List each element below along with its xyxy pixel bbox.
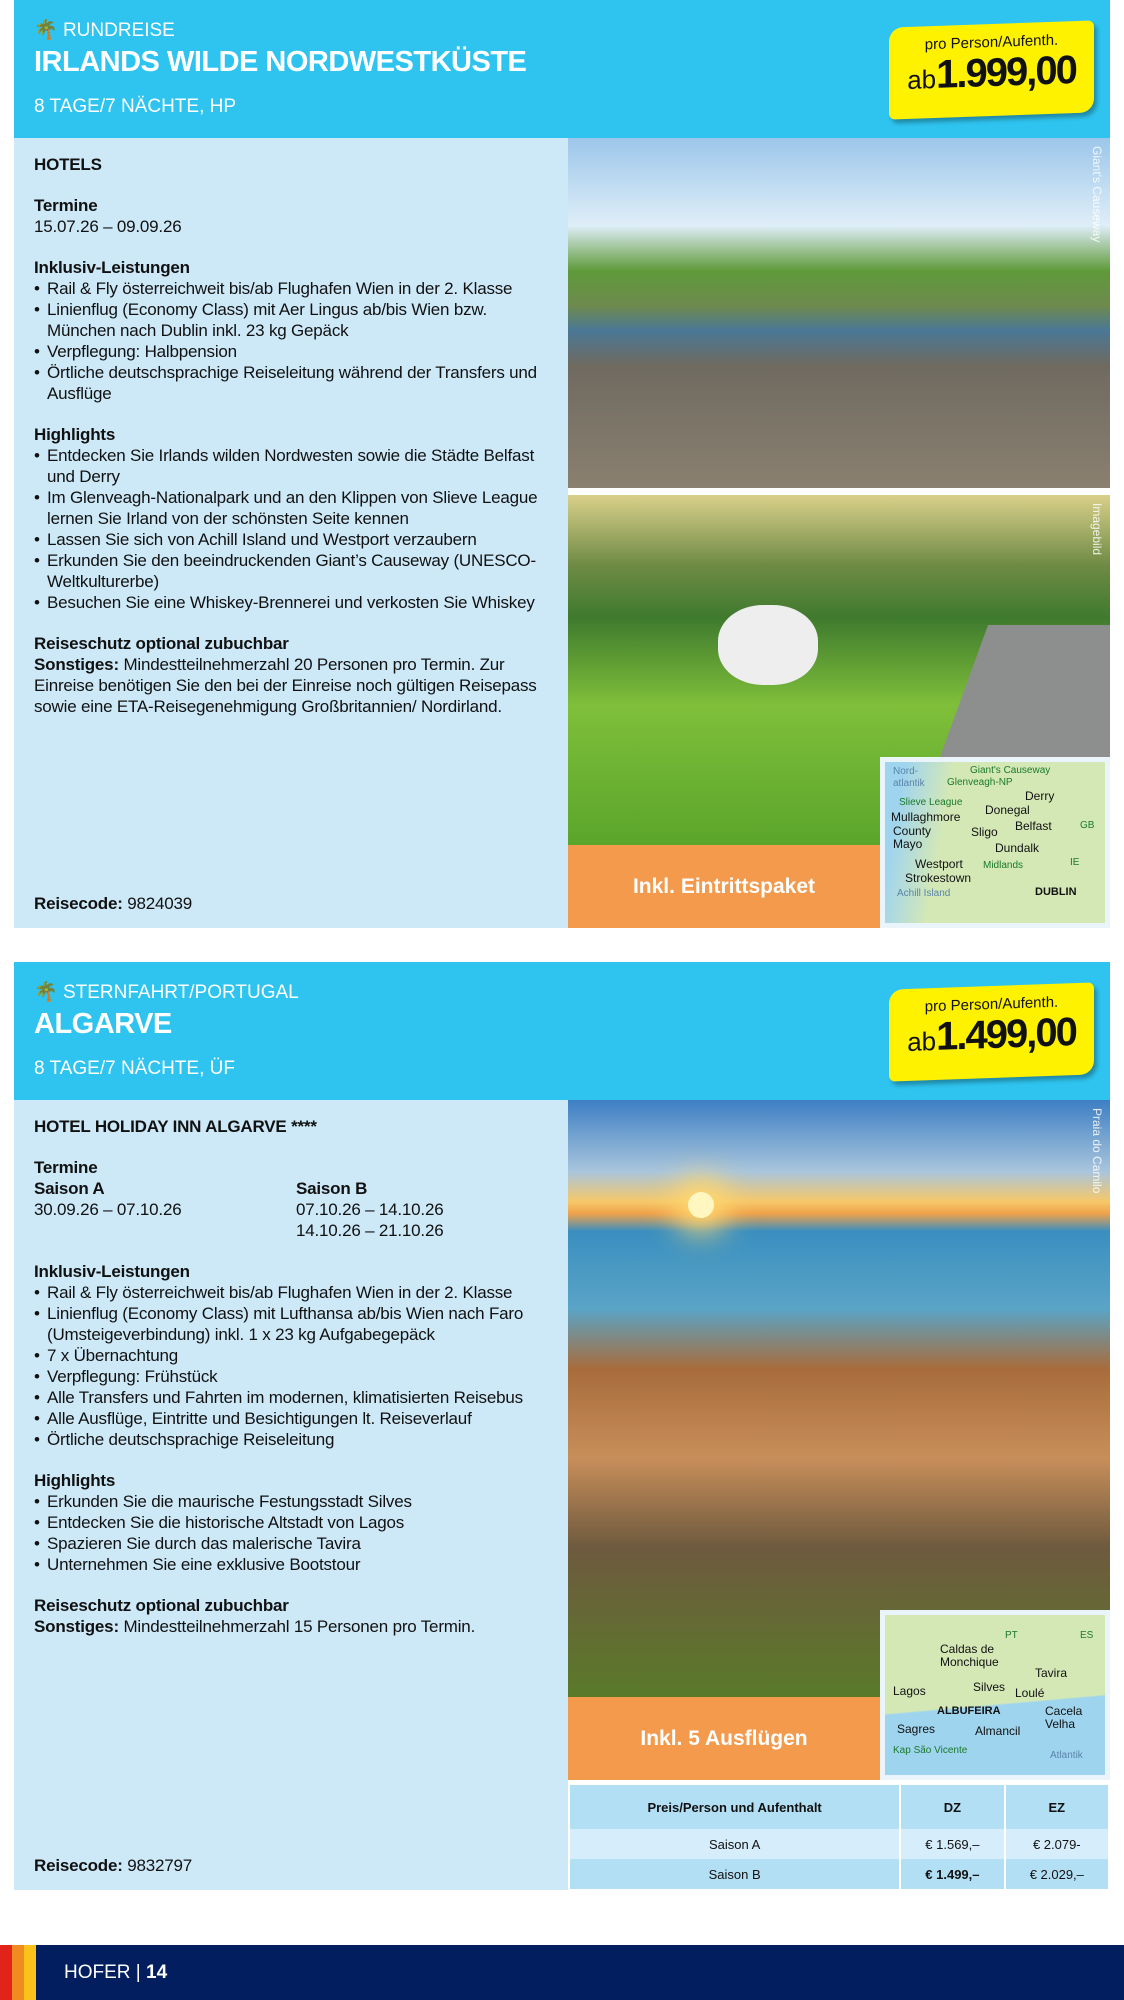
reisecode — [34, 1855, 192, 1876]
map-label: Sagres — [897, 1722, 936, 1736]
table-header: DZ — [901, 1785, 1003, 1829]
termine-label: Termine — [34, 1158, 98, 1177]
map-label: Nord- — [893, 766, 919, 777]
list-item: • Erkunden Sie den beeindruckenden Giant’s Causeway (UNESCO-Weltkulturerbe) — [34, 550, 554, 592]
stripe-yellow — [24, 1945, 36, 2000]
list-item: • Lassen Sie sich von Achill Island und Westport verzaubern — [34, 529, 554, 550]
sun-shape — [688, 1192, 714, 1218]
table-cell: € 1.569,– — [901, 1829, 1003, 1859]
map-label: ALBUFEIRA — [937, 1705, 1001, 1717]
map-label: Cacela — [1045, 1704, 1083, 1718]
map-label: Caldas de — [940, 1642, 995, 1656]
list-item: • Entdecken Sie Irlands wilden Nordwesten sowie die Städte Belfast und Derry — [34, 445, 554, 487]
trip2-title: ALGARVE — [34, 1008, 172, 1040]
sonstiges-text: Mindestteilnehmerzahl 15 Personen pro Termin. — [123, 1617, 476, 1636]
map-label: Sligo — [971, 825, 998, 839]
map-label: IE — [1070, 857, 1080, 868]
saison-b-dates: 07.10.26 – 14.10.26 — [296, 1200, 444, 1219]
trip1-promo: Inkl. Eintrittspaket — [568, 845, 880, 928]
map-label: Silves — [973, 1680, 1006, 1694]
trip1-category — [34, 18, 175, 42]
table-cell: € 2.029,– — [1006, 1859, 1108, 1889]
map-label: Kap São Vicente — [893, 1745, 968, 1756]
trip2-promo: Inkl. 5 Ausflügen — [568, 1697, 880, 1780]
list-item: • Linienflug (Economy Class) mit Lufthansa ab/bis Wien nach Faro (Umsteigeverbindung) inkl. 1 x 23 kg Aufgabegepäck — [34, 1303, 554, 1345]
trip1-details — [14, 138, 568, 928]
list-item: • Örtliche deutschsprachige Reiseleitung — [34, 1429, 554, 1450]
reisecode-label: Reisecode: — [34, 894, 123, 913]
map-label: County — [893, 824, 932, 838]
map-label: Slieve League — [899, 797, 963, 808]
saison-b-dates: 14.10.26 – 21.10.26 — [296, 1221, 444, 1240]
trip1-duration: 8 TAGE/7 NÄCHTE, HP — [34, 96, 237, 117]
palm-icon: 🌴 — [34, 20, 58, 41]
footer-text: HOFER | 14 — [64, 1962, 168, 1983]
list-item: • Entdecken Sie die historische Altstadt von Lagos — [34, 1512, 554, 1533]
trip1-title: IRLANDS WILDE NORDWESTKÜSTE — [34, 46, 527, 78]
table-cell: Saison B — [570, 1859, 899, 1889]
list-item: • Alle Ausflüge, Eintritte und Besichtigungen lt. Reiseverlauf — [34, 1408, 554, 1429]
trip2-header — [14, 962, 1110, 1100]
map-label: Derry — [1025, 789, 1055, 803]
price-value: 1.499,00 — [936, 1010, 1076, 1059]
price-value: 1.999,00 — [936, 48, 1076, 97]
reiseschutz: Reiseschutz optional zubuchbar — [34, 1596, 289, 1615]
map-label: Glenveagh-NP — [947, 777, 1013, 788]
sonstiges-label: Sonstiges: — [34, 655, 119, 674]
sonstiges — [34, 1616, 554, 1637]
list-item: • 7 x Übernachtung — [34, 1345, 554, 1366]
inkl-list — [34, 278, 554, 404]
trip2-duration: 8 TAGE/7 NÄCHTE, ÜF — [34, 1058, 235, 1079]
ireland-map — [880, 757, 1110, 928]
price-label: pro Person/Aufenth. — [924, 31, 1059, 54]
trip2-category — [34, 980, 299, 1004]
list-item: • Erkunden Sie die maurische Festungsstadt Silves — [34, 1491, 554, 1512]
footer — [0, 1945, 1124, 2000]
list-item: • Im Glenveagh-Nationalpark und an den Klippen von Slieve League lernen Sie Irland von der schönsten Seite kennen — [34, 487, 554, 529]
sheep-shape — [718, 605, 818, 685]
list-item: • Verpflegung: Frühstück — [34, 1366, 554, 1387]
page-number: 14 — [146, 1962, 168, 1983]
image-caption: Imagebild — [1090, 503, 1104, 556]
map-label: Achill Island — [897, 888, 951, 899]
list-item: • Rail & Fly österreichweit bis/ab Flughafen Wien in der 2. Klasse — [34, 1282, 554, 1303]
map-label: GB — [1080, 820, 1095, 831]
sonstiges — [34, 654, 554, 717]
map-label: Monchique — [940, 1655, 999, 1669]
sonstiges-label: Sonstiges: — [34, 1617, 119, 1636]
saison-b-label: Saison B — [296, 1179, 368, 1198]
trip1-price-badge — [889, 20, 1094, 119]
praia-do-camilo-image — [568, 1100, 1110, 1697]
map-label: atlantik — [893, 778, 925, 789]
reisecode — [34, 893, 192, 914]
brand: HOFER — [64, 1962, 131, 1983]
termine-value: 15.07.26 – 09.09.26 — [34, 217, 182, 236]
map-label: Westport — [915, 857, 963, 871]
palm-icon: 🌴 — [34, 982, 58, 1003]
map-label: Mullaghmore — [891, 810, 961, 824]
map-label: ES — [1080, 1630, 1094, 1641]
price-label: pro Person/Aufenth. — [924, 993, 1059, 1016]
map-label: Dundalk — [995, 841, 1040, 855]
inkl-label: Inklusiv-Leistungen — [34, 258, 190, 277]
map-label: Midlands — [983, 860, 1024, 871]
saison-a-dates: 30.09.26 – 07.10.26 — [34, 1200, 182, 1219]
list-item: • Linienflug (Economy Class) mit Aer Lingus ab/bis Wien bzw. München nach Dublin inkl. 23 kg Gepäck — [34, 299, 554, 341]
hotel-heading: HOTEL HOLIDAY INN ALGARVE **** — [34, 1117, 317, 1136]
map-label: Belfast — [1015, 819, 1052, 833]
map-label: Donegal — [985, 803, 1030, 817]
map-label: Mayo — [893, 837, 923, 851]
price-table — [568, 1785, 1110, 1889]
inkl-label: Inklusiv-Leistungen — [34, 1262, 190, 1281]
highlights-label: Highlights — [34, 425, 116, 444]
sonstiges-text: Mindestteilnehmerzahl 20 Personen pro Termin. Zur Einreise benötigen Sie den bei der Einreise noch gültigen Reisepass sowie eine ETA-Reisegenehmigung Großbritannien/ Nordirland. — [34, 655, 537, 716]
map-label: DUBLIN — [1035, 886, 1077, 898]
reisecode-label: Reisecode: — [34, 1856, 123, 1875]
image-caption: Praia do Camilo — [1090, 1108, 1104, 1194]
list-item: • Alle Transfers und Fahrten im modernen, klimatisierten Reisebus — [34, 1387, 554, 1408]
reiseschutz: Reiseschutz optional zubuchbar — [34, 634, 289, 653]
highlights-list — [34, 445, 554, 613]
list-item: • Unternehmen Sie eine exklusive Bootstour — [34, 1554, 554, 1575]
inkl-list — [34, 1282, 554, 1450]
category-label: RUNDREISE — [62, 20, 175, 41]
list-item: • Rail & Fly österreichweit bis/ab Flughafen Wien in der 2. Klasse — [34, 278, 554, 299]
trip1-header — [14, 0, 1110, 138]
stripe-red — [0, 1945, 12, 2000]
price-prefix: ab — [907, 1025, 937, 1057]
list-item: • Örtliche deutschsprachige Reiseleitung während der Transfers und Ausflüge — [34, 362, 554, 404]
algarve-map — [880, 1610, 1110, 1780]
table-cell: € 1.499,– — [901, 1859, 1003, 1889]
list-item: • Verpflegung: Halbpension — [34, 341, 554, 362]
list-item: • Besuchen Sie eine Whiskey-Brennerei und verkosten Sie Whiskey — [34, 592, 554, 613]
map-label: Loulé — [1015, 1686, 1045, 1700]
category-label: STERNFAHRT/PORTUGAL — [62, 982, 299, 1003]
image-caption: Giant's Causeway — [1090, 146, 1104, 243]
map-label: Velha — [1045, 1717, 1076, 1731]
table-cell: Saison A — [570, 1829, 899, 1859]
termine-label: Termine — [34, 196, 98, 215]
table-cell: € 2.079- — [1006, 1829, 1108, 1859]
giants-causeway-image — [568, 138, 1110, 488]
reisecode-value: 9824039 — [127, 894, 193, 913]
map-label: Lagos — [893, 1684, 926, 1698]
trip2-details — [14, 1100, 568, 1890]
table-header: EZ — [1006, 1785, 1108, 1829]
price-prefix: ab — [907, 63, 937, 95]
list-item: • Spazieren Sie durch das malerische Tavira — [34, 1533, 554, 1554]
map-label: Atlantik — [1050, 1750, 1083, 1761]
reisecode-value: 9832797 — [127, 1856, 193, 1875]
map-label: Giant's Causeway — [970, 765, 1051, 776]
map-label: Strokestown — [905, 871, 972, 885]
saison-a-label: Saison A — [34, 1179, 105, 1198]
stripe-orange — [12, 1945, 24, 2000]
trip2-price-badge — [889, 982, 1094, 1081]
hotel-heading: HOTELS — [34, 155, 102, 174]
map-label: Almancil — [975, 1724, 1021, 1738]
highlights-list — [34, 1491, 554, 1575]
highlights-label: Highlights — [34, 1471, 116, 1490]
map-label: PT — [1005, 1630, 1018, 1641]
map-label: Tavira — [1035, 1666, 1068, 1680]
table-row — [570, 1829, 1108, 1859]
table-row — [570, 1859, 1108, 1889]
table-header: Preis/Person und Aufenthalt — [570, 1785, 899, 1829]
